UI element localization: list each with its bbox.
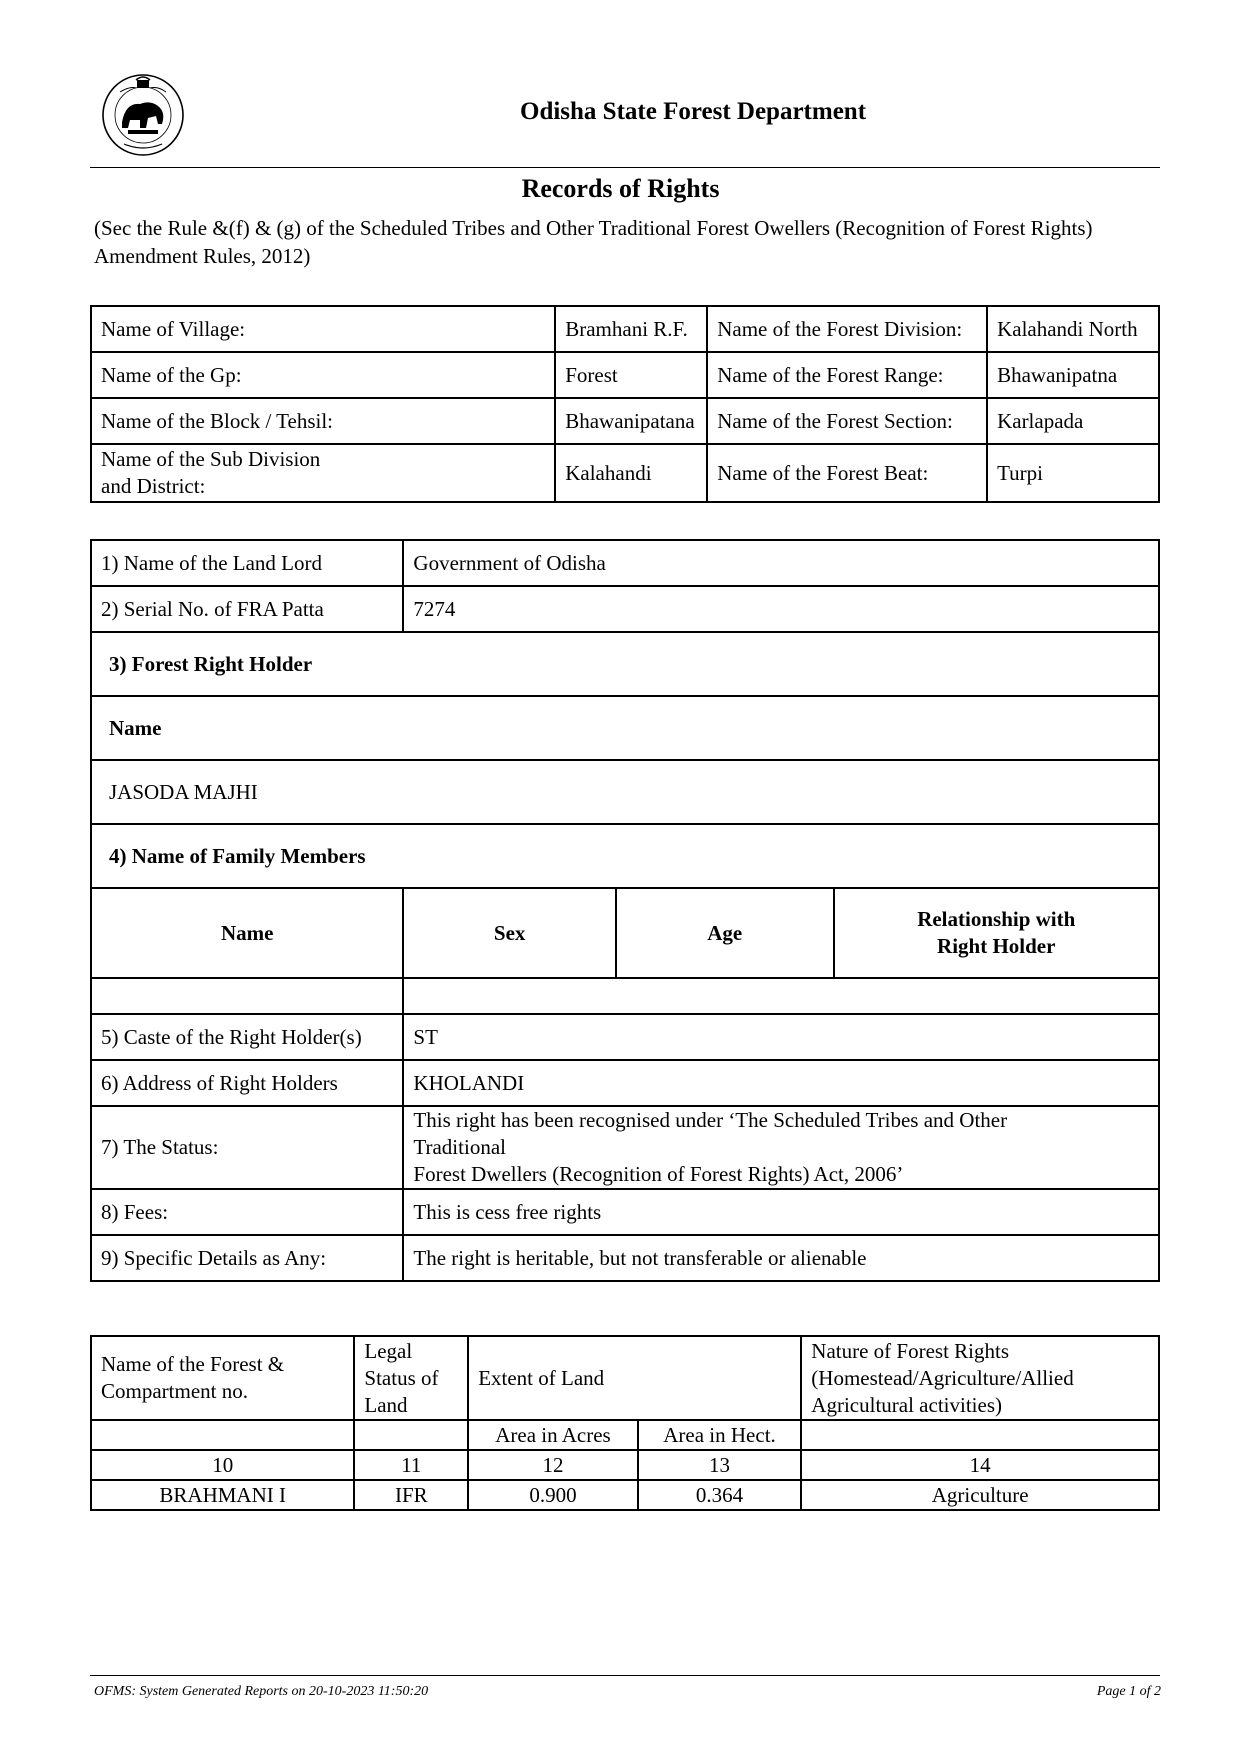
- col-legal-line-3: Land: [364, 1392, 408, 1417]
- col-legal-line-2: Status of: [364, 1365, 439, 1390]
- subdivision-label-line-1: Name of the Sub Division: [101, 447, 321, 471]
- col-number: 14: [801, 1450, 1159, 1480]
- subdivision-label-line-2: and District:: [101, 474, 206, 498]
- table-row: [91, 306, 1159, 352]
- block-label: Name of the Block / Tehsil:: [91, 398, 555, 444]
- col-nature: [801, 1336, 1159, 1420]
- table-row: [91, 1106, 1159, 1189]
- table-row: [91, 760, 1159, 824]
- subdivision-value: Kalahandi: [555, 444, 707, 502]
- land-data-row: [91, 1480, 1159, 1510]
- status-label: 7) The Status:: [91, 1106, 403, 1189]
- block-value: Bhawanipatana: [555, 398, 707, 444]
- table-row: [91, 696, 1159, 760]
- family-heading: 4) Name of Family Members: [91, 824, 1159, 888]
- page-title: Records of Rights: [521, 174, 720, 203]
- division-label: Name of the Forest Division:: [707, 306, 987, 352]
- relationship-line-1: Relationship with: [917, 907, 1076, 931]
- hect-value: 0.364: [638, 1480, 802, 1510]
- nature-value: Agriculture: [801, 1480, 1159, 1510]
- col-forest-line-1: Name of the Forest &: [101, 1352, 285, 1376]
- table-row: [91, 1014, 1159, 1060]
- range-value: Bhawanipatna: [987, 352, 1159, 398]
- family-header-row: [91, 888, 1159, 978]
- section-label: Name of the Forest Section:: [707, 398, 987, 444]
- caste-label: 5) Caste of the Right Holder(s): [91, 1014, 403, 1060]
- range-label: Name of the Forest Range:: [707, 352, 987, 398]
- status-line-1: This right has been recognised under ‘The Scheduled Tribes and Other: [413, 1108, 1008, 1132]
- family-empty-cell: [91, 978, 403, 1014]
- page-subtitle: (Sec the Rule &(f) & (g) of the Scheduled Tribes and Other Traditional Forest Owellers (Recognition of Forest Rights) Amendment Rules, 2012): [94, 216, 1093, 268]
- table-row: [91, 398, 1159, 444]
- col-number: 10: [91, 1450, 354, 1480]
- department-name: Odisha State Forest Department: [520, 98, 867, 125]
- col-legal-line-1: Legal: [364, 1338, 413, 1363]
- table-row: [91, 540, 1159, 586]
- status-line-3: Forest Dwellers (Recognition of Forest Rights) Act, 2006’: [413, 1162, 904, 1186]
- landlord-value: Government of Odisha: [403, 540, 1159, 586]
- land-number-row: [91, 1450, 1159, 1480]
- details-value: The right is heritable, but not transferable or alienable: [403, 1235, 1159, 1281]
- col-number: 12: [468, 1450, 638, 1480]
- gp-value: Forest: [555, 352, 707, 398]
- acres-value: 0.900: [468, 1480, 638, 1510]
- fees-value: This is cess free rights: [403, 1189, 1159, 1235]
- serial-value: 7274: [403, 586, 1159, 632]
- status-value: [403, 1106, 1159, 1189]
- location-table: [90, 305, 1160, 503]
- land-table: [90, 1335, 1160, 1511]
- family-col-age: Age: [616, 888, 834, 978]
- beat-label: Name of the Forest Beat:: [707, 444, 987, 502]
- header-divider: [90, 167, 1160, 168]
- col-number: 13: [638, 1450, 802, 1480]
- page-number: Page 1 of 2: [1096, 1684, 1161, 1699]
- table-row: [91, 1189, 1159, 1235]
- details-label: 9) Specific Details as Any:: [91, 1235, 403, 1281]
- family-col-name: Name: [91, 888, 403, 978]
- col-legal: [354, 1336, 468, 1420]
- empty-cell: [801, 1420, 1159, 1450]
- landlord-label: 1) Name of the Land Lord: [91, 540, 403, 586]
- caste-value: ST: [403, 1014, 1159, 1060]
- address-label: 6) Address of Right Holders: [91, 1060, 403, 1106]
- col-nature-line-2: (Homestead/Agriculture/Allied: [811, 1365, 1074, 1390]
- table-row: [91, 1235, 1159, 1281]
- village-label: Name of Village:: [91, 306, 555, 352]
- sub-acres: Area in Acres: [468, 1420, 638, 1450]
- holder-name: JASODA MAJHI: [91, 760, 1159, 824]
- empty-cell: [354, 1420, 468, 1450]
- family-col-sex: Sex: [403, 888, 616, 978]
- family-col-relationship: [834, 888, 1160, 978]
- relationship-line-2: Right Holder: [937, 934, 1056, 958]
- name-heading: Name: [91, 696, 1159, 760]
- odisha-emblem-logo: [100, 72, 186, 158]
- col-number: 11: [354, 1450, 468, 1480]
- footer-generated-note: OFMS: System Generated Reports on 20-10-2023 11:50:20: [94, 1684, 429, 1699]
- address-value: KHOLANDI: [403, 1060, 1159, 1106]
- family-empty-row: [91, 978, 1159, 1014]
- col-nature-line-3: Agricultural activities): [811, 1392, 1002, 1417]
- serial-label: 2) Serial No. of FRA Patta: [91, 586, 403, 632]
- table-row: [91, 586, 1159, 632]
- holder-heading: 3) Forest Right Holder: [91, 632, 1159, 696]
- table-row: [91, 824, 1159, 888]
- sub-hect: Area in Hect.: [638, 1420, 802, 1450]
- village-value: Bramhani R.F.: [555, 306, 707, 352]
- empty-cell: [91, 1420, 354, 1450]
- rights-table: [90, 539, 1160, 1282]
- col-forest-line-2: Compartment no.: [101, 1379, 248, 1403]
- family-empty-cell: [403, 978, 1159, 1014]
- section-value: Karlapada: [987, 398, 1159, 444]
- footer-divider: [90, 1675, 1160, 1676]
- land-header-row: [91, 1336, 1159, 1420]
- forest-value: BRAHMANI I: [91, 1480, 354, 1510]
- status-line-2: Traditional: [413, 1135, 506, 1159]
- subdivision-label: [91, 444, 555, 502]
- col-extent: Extent of Land: [468, 1336, 801, 1420]
- division-value: Kalahandi North: [987, 306, 1159, 352]
- table-row: [91, 444, 1159, 502]
- beat-value: Turpi: [987, 444, 1159, 502]
- table-row: [91, 632, 1159, 696]
- legal-value: IFR: [354, 1480, 468, 1510]
- table-row: [91, 352, 1159, 398]
- col-forest: [91, 1336, 354, 1420]
- land-subheader-row: [91, 1420, 1159, 1450]
- fees-label: 8) Fees:: [91, 1189, 403, 1235]
- col-nature-line-1: Nature of Forest Rights: [811, 1338, 1010, 1363]
- table-row: [91, 1060, 1159, 1106]
- gp-label: Name of the Gp:: [91, 352, 555, 398]
